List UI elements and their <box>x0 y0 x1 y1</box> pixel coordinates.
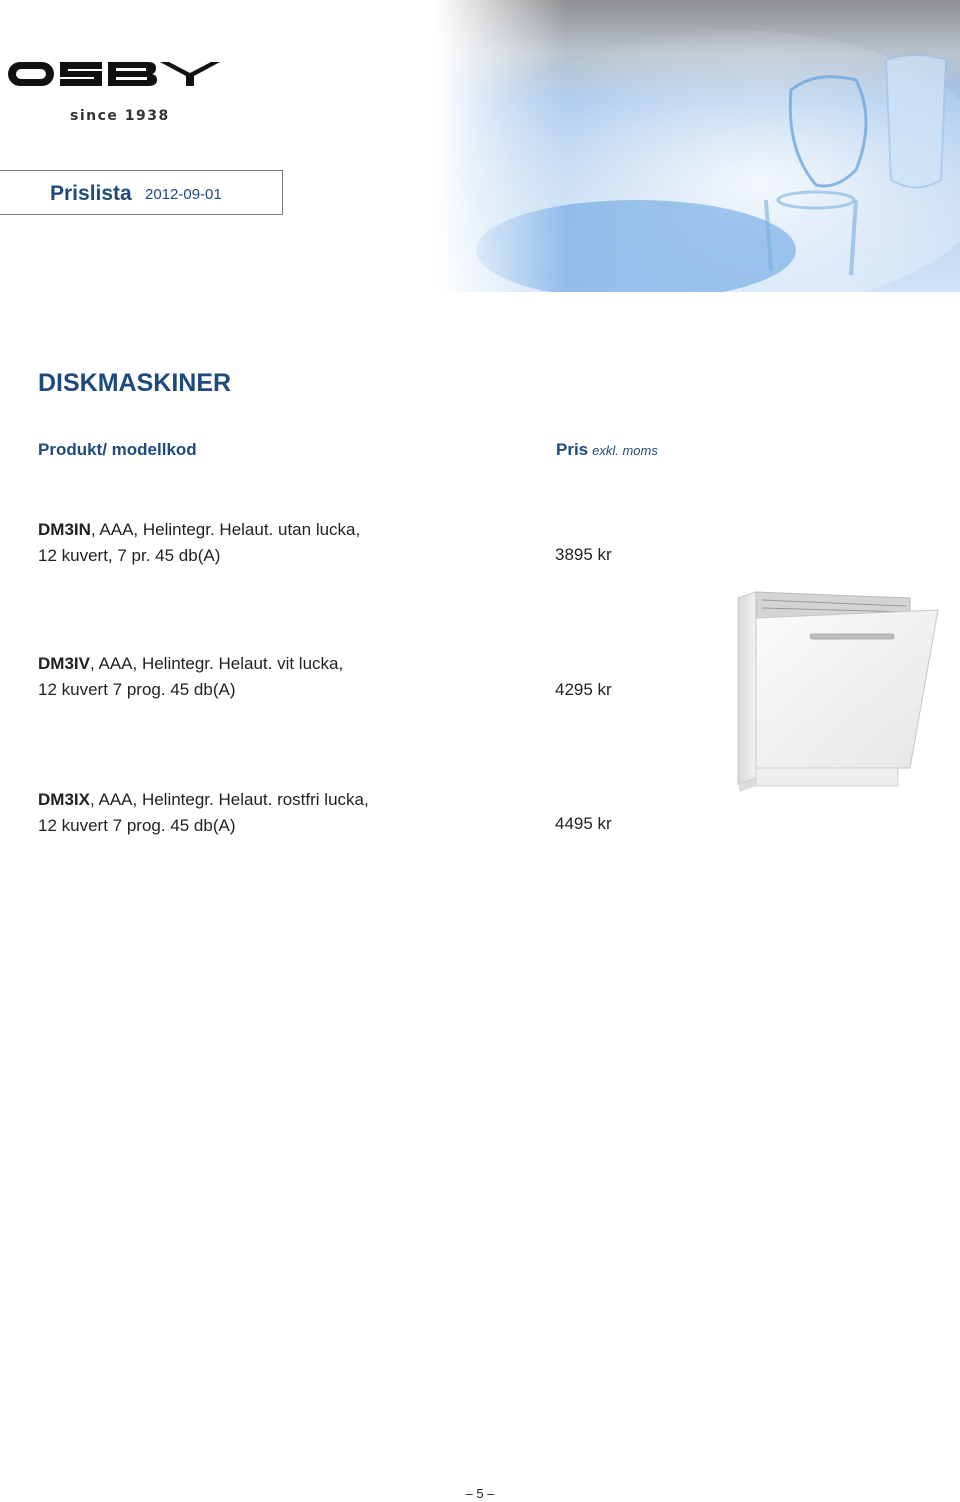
price-list-header <box>0 170 283 215</box>
dishwasher-image <box>730 578 944 800</box>
section-title: DISKMASKINER <box>38 369 232 397</box>
product-line-1 <box>38 517 360 543</box>
product-price: 4295 kr <box>555 680 612 699</box>
product-spec: , AAA, Helintegr. Helaut. utan lucka, <box>90 520 361 539</box>
column-header-price-label: Pris <box>556 440 589 459</box>
price-list-title: Prislista <box>50 182 132 205</box>
column-header-price <box>556 440 658 460</box>
column-header-product: Produkt/ modellkod <box>38 440 197 459</box>
product-line-2: 12 kuvert 7 prog. 45 db(A) <box>38 680 236 699</box>
product-code: DM3IX <box>38 790 90 809</box>
product-entry <box>38 787 369 839</box>
glassware-photo <box>436 0 960 292</box>
product-price: 3895 kr <box>555 545 612 564</box>
osby-logo <box>8 58 222 128</box>
product-line-2: 12 kuvert, 7 pr. 45 db(A) <box>38 546 221 565</box>
product-line-2: 12 kuvert 7 prog. 45 db(A) <box>38 816 236 835</box>
product-line-1 <box>38 651 343 677</box>
page-number: – 5 – <box>465 1486 495 1501</box>
product-spec: , AAA, Helintegr. Helaut. vit lucka, <box>89 654 344 673</box>
product-entry <box>38 517 360 569</box>
product-code: DM3IN <box>38 520 91 539</box>
product-code: DM3IV <box>38 654 90 673</box>
product-spec: , AAA, Helintegr. Helaut. rostfri lucka, <box>89 790 369 809</box>
product-line-1 <box>38 787 369 813</box>
product-price: 4495 kr <box>555 814 612 833</box>
logo-tagline: since 1938 <box>70 108 170 124</box>
price-list-date: 2012-09-01 <box>145 186 222 203</box>
column-header-price-note: exkl. moms <box>592 443 658 458</box>
osby-wordmark <box>8 58 222 92</box>
product-entry <box>38 651 343 703</box>
